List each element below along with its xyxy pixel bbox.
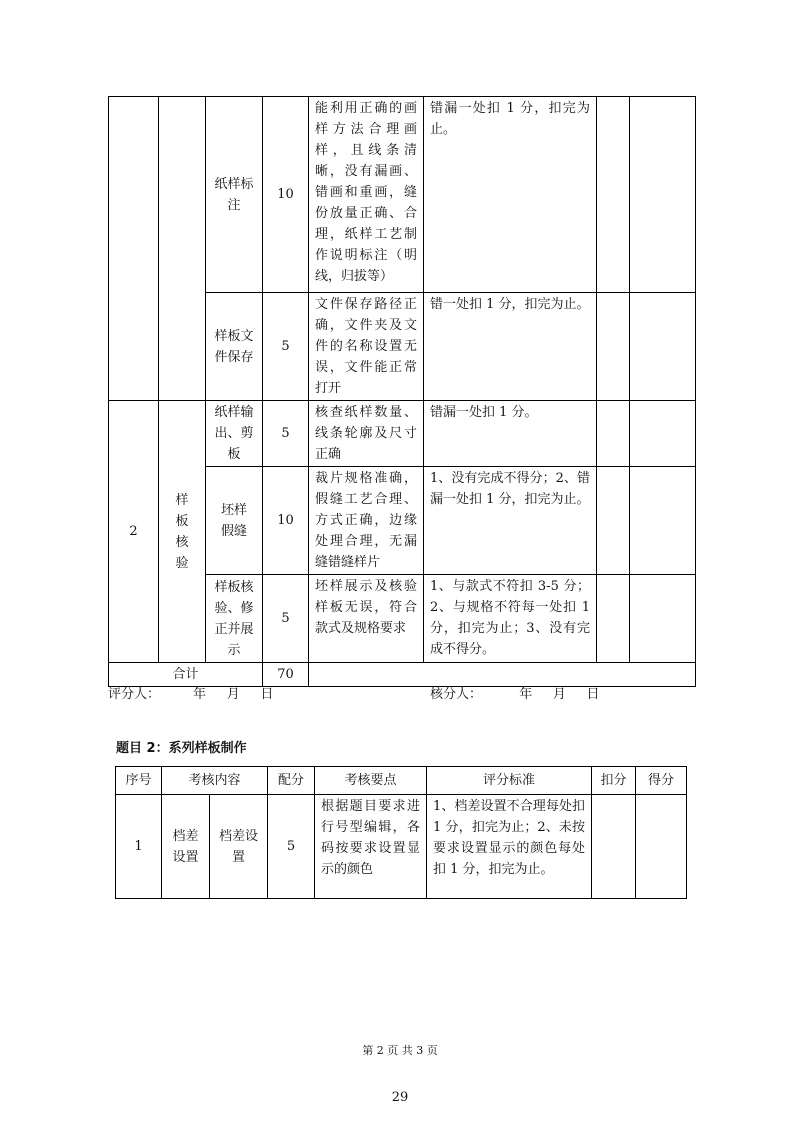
scorer-signature: 评分人： 年 月 日: [108, 687, 274, 702]
criteria-cell: 错漏一处扣 1 分，扣完为止。: [424, 97, 597, 293]
content-cell: 样板文件保存: [206, 293, 263, 401]
score-cell: 10: [263, 97, 309, 293]
page-footer: 第 2 页 共 3 页: [362, 1044, 438, 1057]
content-cell: 档差设置: [210, 795, 268, 899]
seq-cell: [109, 97, 159, 401]
page-number: 29: [391, 1090, 409, 1105]
header-score: 配分: [268, 767, 315, 795]
score-cell: 5: [268, 795, 315, 899]
content-cell: 样板核验、修正并展示: [206, 575, 263, 663]
table-row: [116, 795, 687, 899]
points-cell: 裁片规格准确，假缝工艺合理、方式正确，边缘处理合理，无漏缝错缝样片: [309, 467, 424, 575]
deduct-cell: [592, 795, 636, 899]
deduct-cell: [597, 575, 630, 663]
deduct-cell: [597, 467, 630, 575]
points-cell: 坯样展示及核验样板无误，符合款式及规格要求: [309, 575, 424, 663]
checker-signature: 核分人： 年 月 日: [430, 687, 600, 702]
table-row: [109, 401, 696, 467]
score-cell: 5: [263, 575, 309, 663]
points-cell: 核查纸样数量、线条轮廓及尺寸正确: [309, 401, 424, 467]
header-criteria: 评分标准: [427, 767, 592, 795]
got-cell: [636, 795, 687, 899]
got-cell: [630, 575, 696, 663]
category-cell: [159, 97, 206, 401]
header-content: 考核内容: [162, 767, 268, 795]
content-cell: 纸样标注: [206, 97, 263, 293]
group-name-cell: 样板核验: [159, 401, 206, 663]
total-label: 合计: [109, 663, 263, 687]
header-points: 考核要点: [315, 767, 427, 795]
content-cell: 纸样输出、剪板: [206, 401, 263, 467]
header-got: 得分: [636, 767, 687, 795]
got-cell: [630, 293, 696, 401]
score-cell: 5: [263, 401, 309, 467]
score-cell: 5: [263, 293, 309, 401]
scoring-table-2: [115, 766, 687, 899]
header-row: [116, 767, 687, 795]
deduct-cell: [597, 97, 630, 293]
got-cell: [630, 97, 696, 293]
criteria-cell: 1、没有完成不得分；2、错漏一处扣 1 分，扣完为止。: [424, 467, 597, 575]
criteria-cell: 错一处扣 1 分，扣完为止。: [424, 293, 597, 401]
total-value: 70: [263, 663, 309, 687]
header-no: 序号: [116, 767, 162, 795]
points-cell: 能利用正确的画样方法合理画样，且线条清晰，没有漏画、错画和重画，缝份放量正确、合理，纸样工艺制作说明标注（明线，归拔等）: [309, 97, 424, 293]
points-cell: 根据题目要求进行号型编辑，各码按要求设置显示的颜色: [315, 795, 427, 899]
deduct-cell: [597, 401, 630, 467]
score-cell: 10: [263, 467, 309, 575]
deduct-cell: [597, 293, 630, 401]
got-cell: [630, 467, 696, 575]
criteria-cell: 错漏一处扣 1 分。: [424, 401, 597, 467]
content-cell: 坯样假缝: [206, 467, 263, 575]
section-title: 题目 2：系列样板制作: [116, 741, 247, 756]
category-cell: 档差设置: [162, 795, 210, 899]
group-no-cell: 2: [109, 401, 159, 663]
criteria-cell: 1、与款式不符扣 3-5 分；2、与规格不符每一处扣 1 分，扣完为止；3、没有完成不得分。: [424, 575, 597, 663]
table-row: [109, 97, 696, 293]
scoring-table-1: [108, 96, 696, 687]
seq-cell: 1: [116, 795, 162, 899]
points-cell: 文件保存路径正确，文件夹及文件的名称设置无误，文件能正常打开: [309, 293, 424, 401]
header-deduct: 扣分: [592, 767, 636, 795]
criteria-cell: 1、档差设置不合理每处扣 1 分，扣完为止；2、未按要求设置显示的颜色每处扣 1 分，扣完为止。: [427, 795, 592, 899]
got-cell: [630, 401, 696, 467]
